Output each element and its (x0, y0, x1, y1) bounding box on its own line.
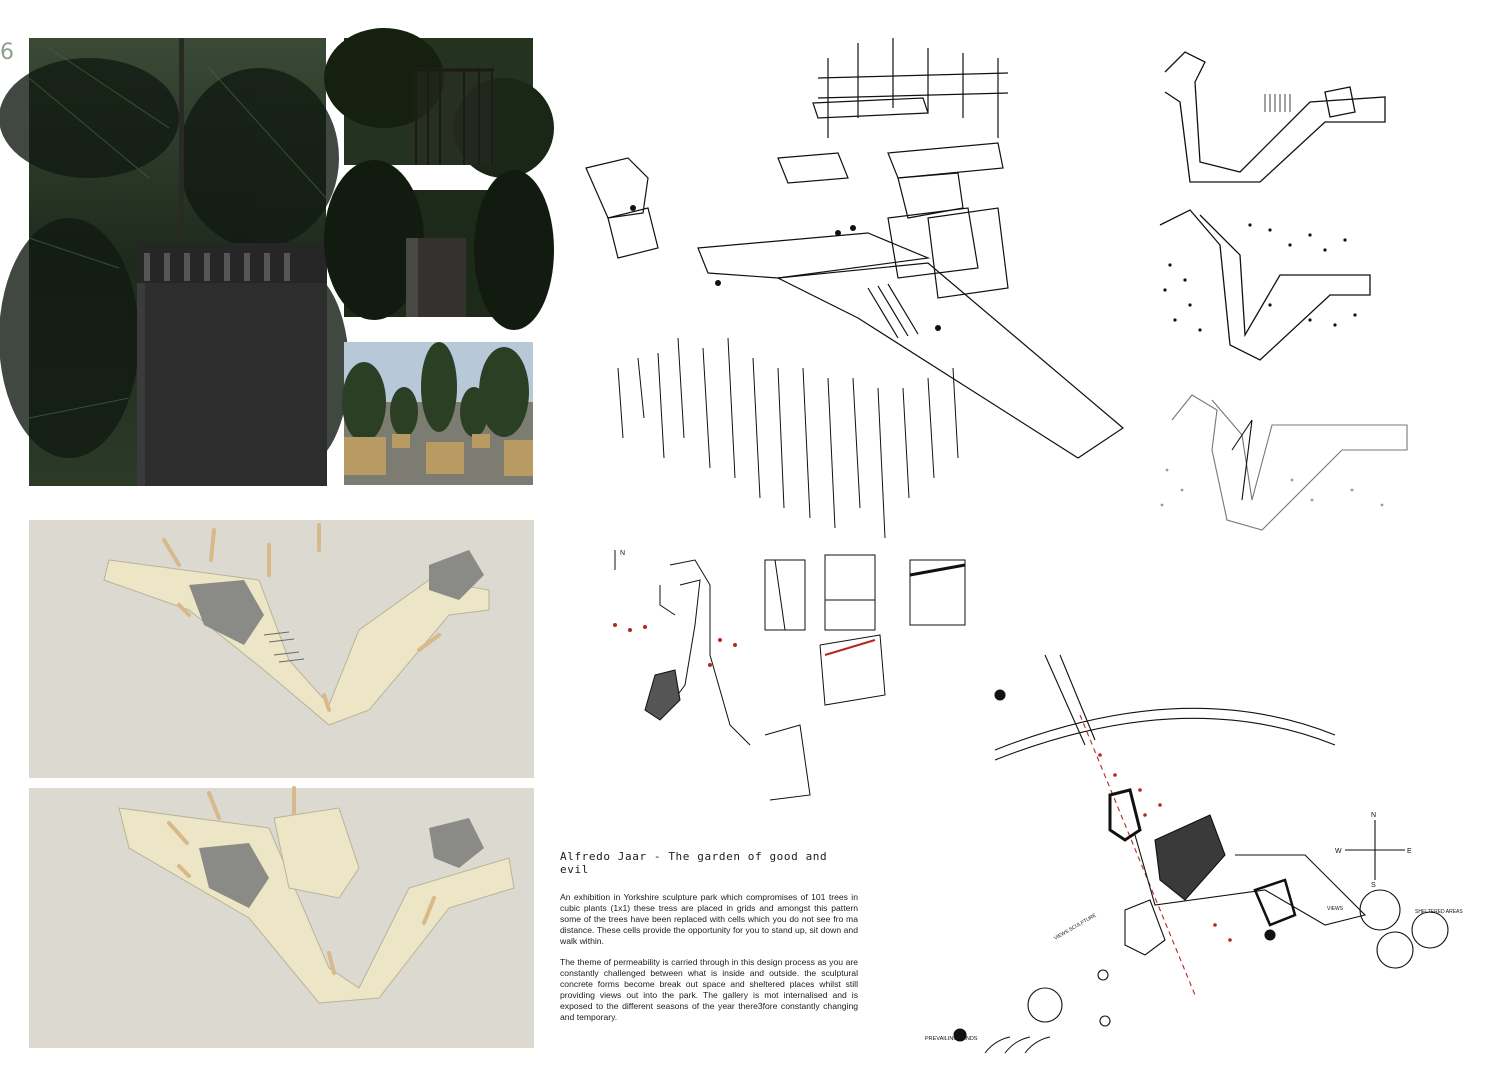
description-block (560, 850, 858, 1033)
pergola-frame (813, 38, 1008, 138)
plan-sketch-3 (1152, 380, 1414, 538)
north-label: N (620, 550, 626, 557)
photo-tree-planters (344, 342, 533, 485)
description-paragraph-1: An exhibition in Yorkshire sculpture park which compromises of 101 trees in cubic plants (1x1) these tress are placed in grids and amongst this pattern some of the trees have been replaced with cells which you do not see fro ma distance. These cells provide the opportunity for you to stand up, sit down and walk within. (560, 892, 858, 946)
compass-n: N (1371, 812, 1377, 819)
description-paragraph-2: The theme of permeability is carried through in this design process as you are constantly challenged between what is inside and outside. the sculptural concrete forms become break out space and sheltered places whilst still providing views out into the park. The gallery is mot internalised and is exposed to the different seasons of the year there3fore constantly changing and temporary. (560, 957, 858, 1022)
page-number: 6 (0, 40, 14, 65)
site-plan (925, 655, 1463, 1060)
plan-sketch-1 (1150, 42, 1398, 190)
concept-sketches (600, 545, 1010, 810)
project-title: Alfredo Jaar - The garden of good and evil (560, 850, 828, 876)
photo-dark-cube (344, 190, 533, 317)
views-label: VIEWS (1327, 906, 1344, 912)
plan-sketch-2 (1150, 205, 1375, 375)
axonometric-sketch (578, 38, 1126, 550)
views-sculpture-label: VIEWS SCULPTURE (1053, 912, 1098, 942)
compass-e: E (1407, 848, 1412, 855)
photo-slatted-frame (344, 38, 533, 165)
prevailing-winds-label: PREVAILING WINDS (925, 1036, 978, 1042)
photo-model-2 (29, 788, 534, 1048)
sheltered-areas-label: SHELTERED AREAS (1415, 909, 1463, 915)
compass-w: W (1335, 848, 1342, 855)
photo-model-1 (29, 520, 534, 778)
photo-cell-in-pines (29, 38, 326, 486)
compass-s: S (1371, 882, 1376, 889)
